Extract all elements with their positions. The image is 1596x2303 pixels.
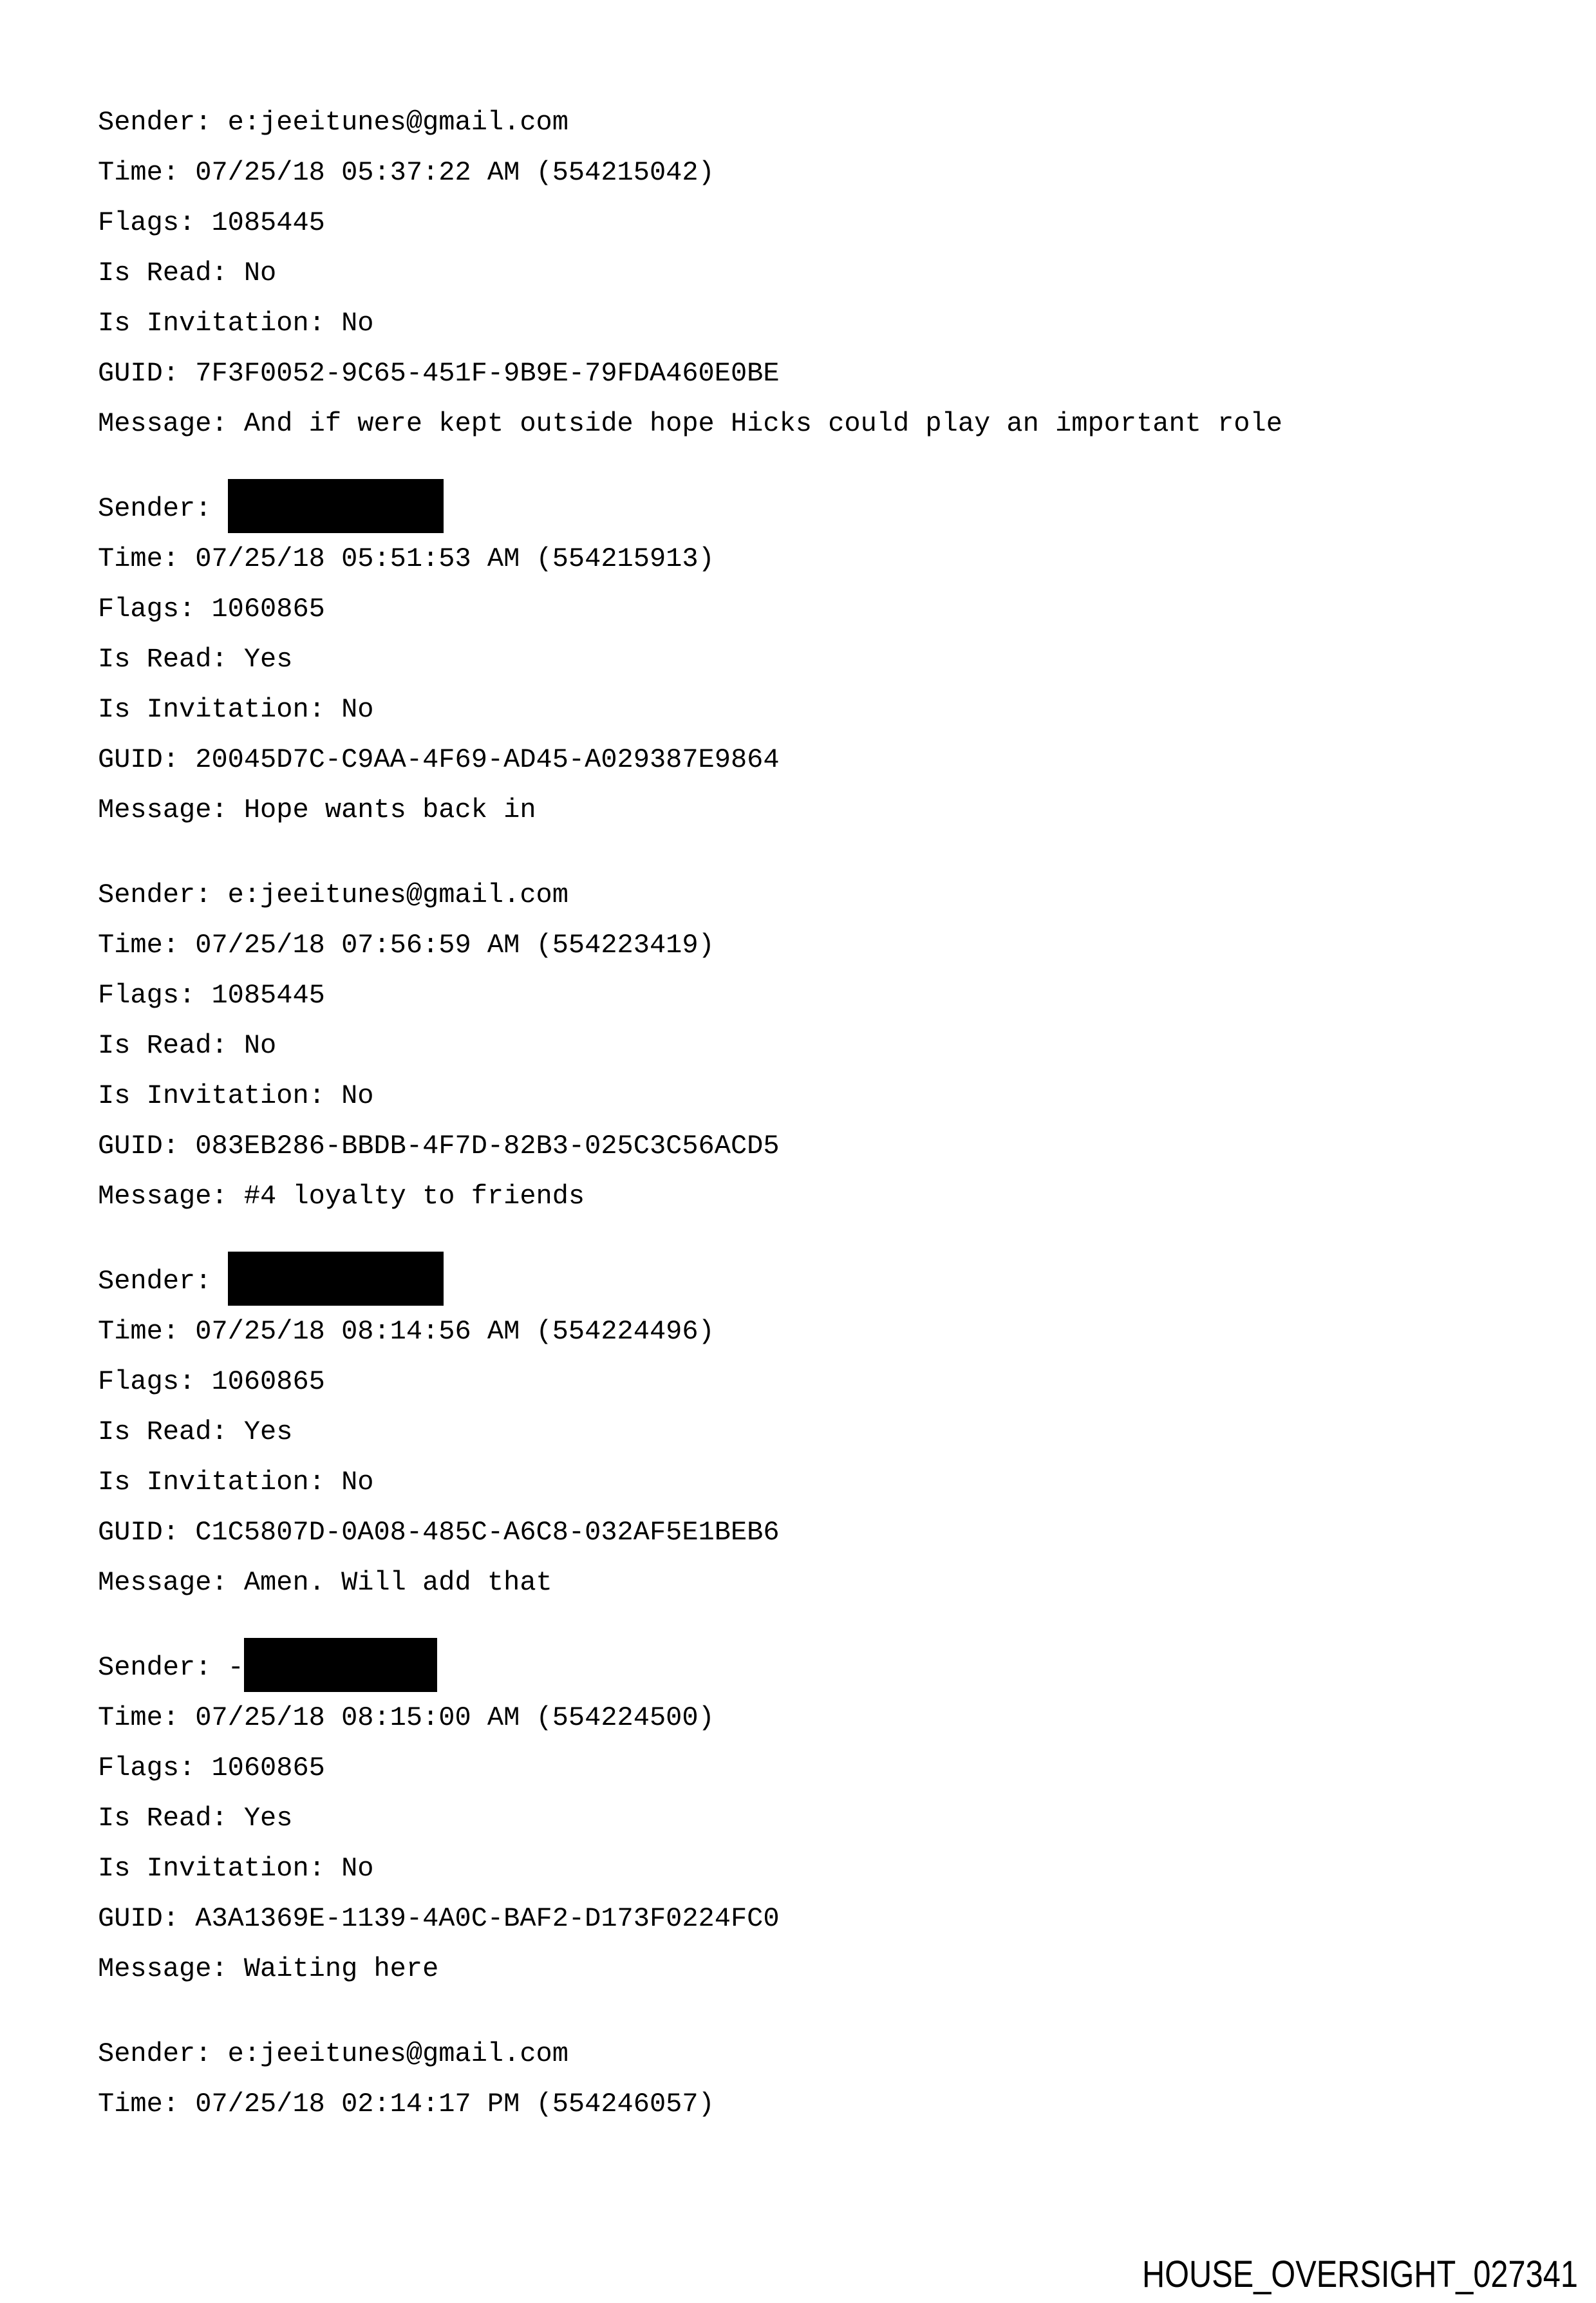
time-label: Time:	[98, 1702, 196, 1733]
is-invitation-line	[98, 298, 1557, 348]
is-read-value: Yes	[243, 1803, 293, 1834]
time-label: Time:	[98, 543, 196, 574]
sender-redaction-bar	[228, 1252, 444, 1306]
sender-line	[98, 97, 1557, 147]
sender-label: Sender:	[98, 879, 228, 910]
is-read-label: Is Read:	[98, 258, 244, 288]
sender-label: Sender:	[98, 107, 228, 138]
message-line	[98, 1557, 1557, 1608]
guid-value: 083EB286-BBDB-4F7D-82B3-025C3C56ACD5	[195, 1131, 780, 1161]
sender-line	[98, 2029, 1557, 2079]
flags-value: 1060865	[211, 1753, 325, 1783]
message-record	[98, 1256, 1557, 1608]
time-value: 07/25/18 02:14:17 PM (554246057)	[195, 2089, 715, 2120]
guid-value: C1C5807D-0A08-485C-A6C8-032AF5E1BEB6	[195, 1517, 780, 1548]
flags-line	[98, 584, 1557, 634]
sender-line	[98, 1642, 1557, 1693]
time-label: Time:	[98, 2089, 196, 2120]
message-record	[98, 2029, 1557, 2129]
flags-value: 1060865	[211, 1366, 325, 1397]
sender-value: e:jeeitunes@gmail.com	[227, 107, 568, 138]
guid-line	[98, 1121, 1557, 1171]
time-value: 07/25/18 07:56:59 AM (554223419)	[195, 930, 715, 961]
is-read-value: Yes	[243, 1416, 293, 1447]
is-read-line	[98, 634, 1557, 684]
message-label: Message:	[98, 794, 244, 825]
is-invitation-label: Is Invitation:	[98, 694, 342, 725]
sender-label: Sender:	[98, 1652, 228, 1683]
is-invitation-line	[98, 684, 1557, 735]
flags-value: 1085445	[211, 980, 325, 1011]
message-record	[98, 97, 1557, 449]
is-read-value: No	[243, 1030, 277, 1061]
time-line	[98, 1693, 1557, 1743]
message-value: #4 loyalty to friends	[243, 1181, 585, 1212]
time-value: 07/25/18 05:37:22 AM (554215042)	[195, 157, 715, 188]
is-read-label: Is Read:	[98, 644, 244, 675]
sender-label: Sender:	[98, 493, 228, 524]
is-invitation-value: No	[341, 1467, 374, 1498]
guid-line	[98, 1507, 1557, 1557]
is-read-label: Is Read:	[98, 1030, 244, 1061]
time-value: 07/25/18 08:14:56 AM (554224496)	[195, 1316, 715, 1347]
flags-label: Flags:	[98, 207, 212, 238]
time-value: 07/25/18 05:51:53 AM (554215913)	[195, 543, 715, 574]
guid-line	[98, 1894, 1557, 1944]
time-label: Time:	[98, 930, 196, 961]
time-line	[98, 534, 1557, 584]
time-value: 07/25/18 08:15:00 AM (554224500)	[195, 1702, 715, 1733]
flags-line	[98, 198, 1557, 248]
time-line	[98, 1306, 1557, 1357]
time-line	[98, 920, 1557, 970]
is-invitation-label: Is Invitation:	[98, 1853, 342, 1884]
guid-label: GUID:	[98, 358, 196, 389]
time-line	[98, 2079, 1557, 2129]
is-read-value: No	[243, 258, 277, 288]
guid-value: A3A1369E-1139-4A0C-BAF2-D173F0224FC0	[195, 1903, 780, 1934]
message-label: Message:	[98, 1567, 244, 1598]
sender-value: e:jeeitunes@gmail.com	[227, 2038, 568, 2069]
is-read-line	[98, 1793, 1557, 1843]
sender-label: Sender:	[98, 1266, 228, 1297]
is-invitation-label: Is Invitation:	[98, 1080, 342, 1111]
message-label: Message:	[98, 408, 244, 439]
is-invitation-value: No	[341, 694, 374, 725]
sender-line	[98, 870, 1557, 920]
message-value: Hope wants back in	[243, 794, 536, 825]
bates-number: HOUSE_OVERSIGHT_027341	[1142, 2253, 1578, 2296]
guid-label: GUID:	[98, 1131, 196, 1161]
sender-value: e:jeeitunes@gmail.com	[227, 879, 568, 910]
flags-line	[98, 1357, 1557, 1407]
is-read-label: Is Read:	[98, 1803, 244, 1834]
is-invitation-value: No	[341, 1080, 374, 1111]
is-read-line	[98, 1020, 1557, 1071]
is-invitation-line	[98, 1071, 1557, 1121]
message-value: Amen. Will add that	[243, 1567, 552, 1598]
message-line	[98, 1944, 1557, 1994]
guid-label: GUID:	[98, 1517, 196, 1548]
message-record	[98, 1642, 1557, 1994]
is-invitation-label: Is Invitation:	[98, 1467, 342, 1498]
message-line	[98, 399, 1557, 449]
is-read-line	[98, 248, 1557, 298]
message-label: Message:	[98, 1181, 244, 1212]
message-label: Message:	[98, 1953, 244, 1984]
is-read-line	[98, 1407, 1557, 1457]
message-line	[98, 785, 1557, 835]
time-line	[98, 147, 1557, 198]
time-label: Time:	[98, 157, 196, 188]
is-read-value: Yes	[243, 644, 293, 675]
flags-line	[98, 970, 1557, 1020]
guid-value: 7F3F0052-9C65-451F-9B9E-79FDA460E0BE	[195, 358, 780, 389]
guid-value: 20045D7C-C9AA-4F69-AD45-A029387E9864	[195, 744, 780, 775]
message-log	[98, 97, 1557, 2164]
is-invitation-label: Is Invitation:	[98, 308, 342, 339]
sender-redaction-bar	[228, 479, 444, 533]
is-invitation-line	[98, 1457, 1557, 1507]
guid-line	[98, 735, 1557, 785]
message-record	[98, 484, 1557, 835]
sender-line	[98, 1256, 1557, 1306]
message-line	[98, 1171, 1557, 1221]
flags-label: Flags:	[98, 1366, 212, 1397]
time-label: Time:	[98, 1316, 196, 1347]
flags-value: 1085445	[211, 207, 325, 238]
is-read-label: Is Read:	[98, 1416, 244, 1447]
is-invitation-value: No	[341, 1853, 374, 1884]
message-value: And if were kept outside hope Hicks could play an important role	[243, 408, 1282, 439]
flags-value: 1060865	[211, 594, 325, 625]
flags-line	[98, 1743, 1557, 1793]
sender-line	[98, 484, 1557, 534]
guid-label: GUID:	[98, 1903, 196, 1934]
message-record	[98, 870, 1557, 1221]
flags-label: Flags:	[98, 980, 212, 1011]
message-value: Waiting here	[243, 1953, 439, 1984]
sender-label: Sender:	[98, 2038, 228, 2069]
flags-label: Flags:	[98, 1753, 212, 1783]
guid-label: GUID:	[98, 744, 196, 775]
sender-redaction-bar	[244, 1638, 437, 1692]
flags-label: Flags:	[98, 594, 212, 625]
guid-line	[98, 348, 1557, 399]
is-invitation-line	[98, 1843, 1557, 1894]
sender-fragment: -	[227, 1652, 244, 1683]
is-invitation-value: No	[341, 308, 374, 339]
